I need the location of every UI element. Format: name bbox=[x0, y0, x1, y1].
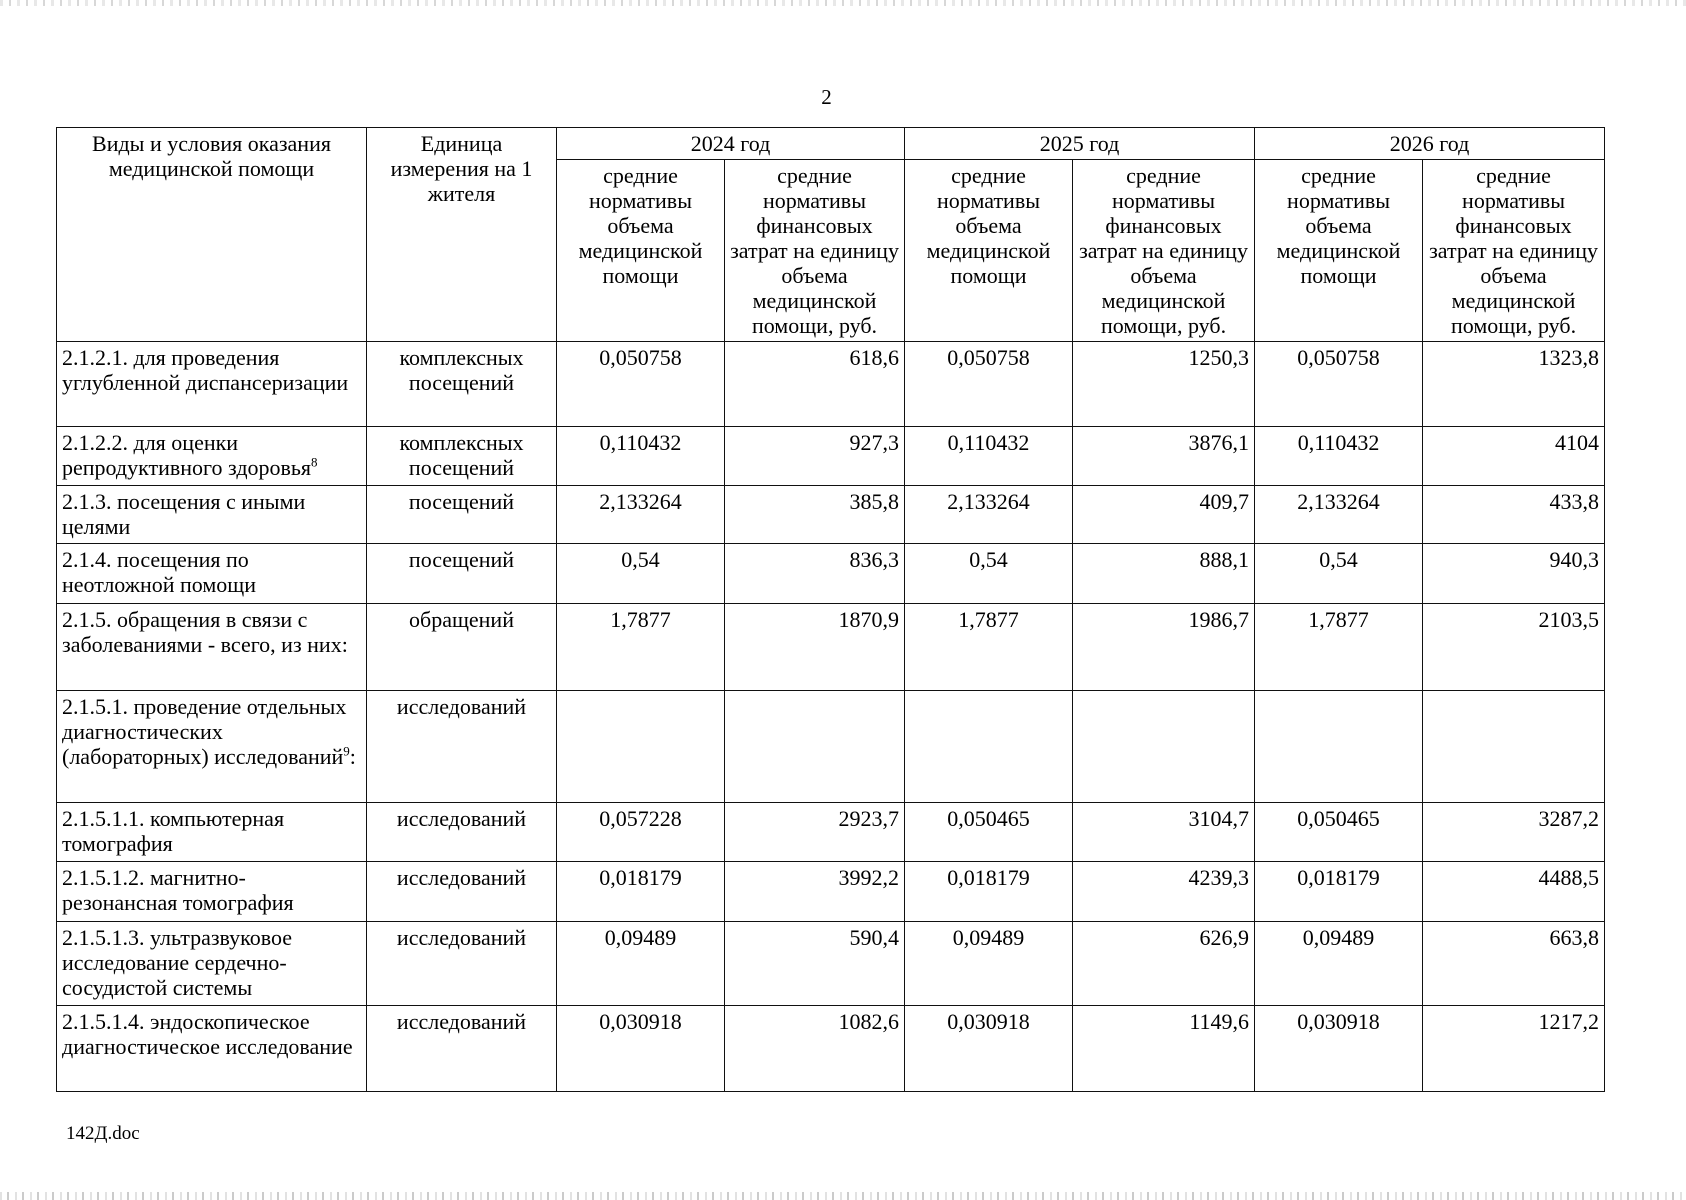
row-unit: исследований bbox=[367, 1006, 557, 1092]
cell-volume-2025: 1,7877 bbox=[905, 604, 1073, 691]
table-row bbox=[57, 486, 1605, 544]
row-name bbox=[57, 544, 367, 604]
cell-volume-2026 bbox=[1255, 691, 1423, 803]
row-name bbox=[57, 604, 367, 691]
cell-cost-2026: 940,3 bbox=[1423, 544, 1605, 604]
row-unit: посещений bbox=[367, 486, 557, 544]
cell-volume-2025: 0,050465 bbox=[905, 803, 1073, 862]
subheader-cost-2026: средние нормативы финансовых затрат на единицу объема медицинской помощи, руб. bbox=[1423, 160, 1605, 342]
table-row bbox=[57, 427, 1605, 486]
cell-volume-2026: 0,030918 bbox=[1255, 1006, 1423, 1092]
cell-cost-2024 bbox=[725, 691, 905, 803]
table-row bbox=[57, 544, 1605, 604]
row-name-text: 2.1.5.1.4. эндоскопическое диагностическое исследование bbox=[62, 1009, 353, 1059]
cell-volume-2026: 0,54 bbox=[1255, 544, 1423, 604]
cell-volume-2025: 0,09489 bbox=[905, 922, 1073, 1006]
page-number: 2 bbox=[821, 85, 832, 109]
row-name bbox=[57, 803, 367, 862]
row-name-text: 2.1.5.1.2. магнитно-резонансная томография bbox=[62, 865, 294, 915]
row-unit: исследований bbox=[367, 922, 557, 1006]
table-body bbox=[57, 342, 1605, 1092]
cell-cost-2025: 1986,7 bbox=[1073, 604, 1255, 691]
cell-volume-2024: 1,7877 bbox=[557, 604, 725, 691]
cell-cost-2024: 1870,9 bbox=[725, 604, 905, 691]
subheader-cost-2024: средние нормативы финансовых затрат на единицу объема медицинской помощи, руб. bbox=[725, 160, 905, 342]
cell-volume-2024: 0,54 bbox=[557, 544, 725, 604]
cell-cost-2025: 626,9 bbox=[1073, 922, 1255, 1006]
cell-volume-2025: 0,030918 bbox=[905, 1006, 1073, 1092]
cell-cost-2024: 836,3 bbox=[725, 544, 905, 604]
header-kind: Виды и условия оказания медицинской помощи bbox=[57, 128, 367, 342]
cell-cost-2024: 618,6 bbox=[725, 342, 905, 427]
table-row bbox=[57, 691, 1605, 803]
cell-cost-2025: 3876,1 bbox=[1073, 427, 1255, 486]
row-name bbox=[57, 427, 367, 486]
table-row bbox=[57, 922, 1605, 1006]
subheader-cost-2025: средние нормативы финансовых затрат на единицу объема медицинской помощи, руб. bbox=[1073, 160, 1255, 342]
cell-cost-2025: 409,7 bbox=[1073, 486, 1255, 544]
subheader-volume-2025: средние нормативы объема медицинской помощи bbox=[905, 160, 1073, 342]
scan-edge-bottom bbox=[0, 1192, 1686, 1200]
cell-cost-2026: 663,8 bbox=[1423, 922, 1605, 1006]
row-unit: посещений bbox=[367, 544, 557, 604]
norms-table bbox=[56, 127, 1605, 1092]
row-name bbox=[57, 922, 367, 1006]
header-year-2025: 2025 год bbox=[905, 128, 1255, 160]
row-name-text: 2.1.5.1.1. компьютерная томография bbox=[62, 806, 285, 856]
row-name bbox=[57, 691, 367, 803]
header-unit: Единица измерения на 1 жителя bbox=[367, 128, 557, 342]
row-name-text: 2.1.2.2. для оценки репродуктивного здоровья bbox=[62, 430, 312, 480]
cell-volume-2024: 0,030918 bbox=[557, 1006, 725, 1092]
cell-volume-2026: 0,050758 bbox=[1255, 342, 1423, 427]
row-name-text: 2.1.5.1. проведение отдельных диагностических (лабораторных) исследований bbox=[62, 694, 347, 769]
table-row bbox=[57, 604, 1605, 691]
row-unit: исследований bbox=[367, 803, 557, 862]
cell-cost-2024: 590,4 bbox=[725, 922, 905, 1006]
cell-volume-2025: 0,050758 bbox=[905, 342, 1073, 427]
cell-cost-2026: 2103,5 bbox=[1423, 604, 1605, 691]
row-name bbox=[57, 1006, 367, 1092]
cell-volume-2025 bbox=[905, 691, 1073, 803]
row-unit: обращений bbox=[367, 604, 557, 691]
scan-edge-top bbox=[0, 0, 1686, 6]
cell-volume-2025: 0,018179 bbox=[905, 862, 1073, 922]
document-filename: 142Д.doc bbox=[66, 1123, 140, 1144]
cell-volume-2026: 0,018179 bbox=[1255, 862, 1423, 922]
footnote-marker: 8 bbox=[311, 454, 318, 470]
cell-volume-2024: 0,018179 bbox=[557, 862, 725, 922]
cell-cost-2024: 385,8 bbox=[725, 486, 905, 544]
cell-cost-2024: 927,3 bbox=[725, 427, 905, 486]
row-name bbox=[57, 862, 367, 922]
cell-cost-2025: 1149,6 bbox=[1073, 1006, 1255, 1092]
header-year-2026: 2026 год bbox=[1255, 128, 1605, 160]
cell-cost-2026: 433,8 bbox=[1423, 486, 1605, 544]
cell-cost-2026: 4488,5 bbox=[1423, 862, 1605, 922]
cell-cost-2025: 888,1 bbox=[1073, 544, 1255, 604]
row-name-text: 2.1.2.1. для проведения углубленной диспансеризации bbox=[62, 345, 349, 395]
row-name-suffix: : bbox=[349, 744, 356, 769]
cell-cost-2024: 1082,6 bbox=[725, 1006, 905, 1092]
cell-volume-2026: 1,7877 bbox=[1255, 604, 1423, 691]
row-name-text: 2.1.4. посещения по неотложной помощи bbox=[62, 547, 256, 597]
row-name bbox=[57, 342, 367, 427]
cell-cost-2025: 4239,3 bbox=[1073, 862, 1255, 922]
cell-cost-2026: 1217,2 bbox=[1423, 1006, 1605, 1092]
cell-volume-2026: 0,110432 bbox=[1255, 427, 1423, 486]
cell-volume-2024: 0,09489 bbox=[557, 922, 725, 1006]
cell-volume-2025: 2,133264 bbox=[905, 486, 1073, 544]
cell-volume-2024: 2,133264 bbox=[557, 486, 725, 544]
header-year-2024: 2024 год bbox=[557, 128, 905, 160]
row-unit: комплексных посещений bbox=[367, 342, 557, 427]
cell-cost-2026: 1323,8 bbox=[1423, 342, 1605, 427]
cell-cost-2026: 4104 bbox=[1423, 427, 1605, 486]
table-row bbox=[57, 342, 1605, 427]
cell-volume-2026: 0,050465 bbox=[1255, 803, 1423, 862]
row-name-text: 2.1.5. обращения в связи с заболеваниями - всего, из них: bbox=[62, 607, 348, 657]
cell-volume-2025: 0,110432 bbox=[905, 427, 1073, 486]
cell-cost-2025: 1250,3 bbox=[1073, 342, 1255, 427]
cell-cost-2024: 2923,7 bbox=[725, 803, 905, 862]
cell-volume-2026: 2,133264 bbox=[1255, 486, 1423, 544]
cell-cost-2025 bbox=[1073, 691, 1255, 803]
subheader-volume-2024: средние нормативы объема медицинской помощи bbox=[557, 160, 725, 342]
table-row bbox=[57, 1006, 1605, 1092]
footnote-marker: 9 bbox=[343, 743, 350, 759]
cell-cost-2025: 3104,7 bbox=[1073, 803, 1255, 862]
row-unit: комплексных посещений bbox=[367, 427, 557, 486]
table-row bbox=[57, 862, 1605, 922]
row-name bbox=[57, 486, 367, 544]
cell-cost-2026: 3287,2 bbox=[1423, 803, 1605, 862]
cell-volume-2025: 0,54 bbox=[905, 544, 1073, 604]
cell-volume-2024: 0,050758 bbox=[557, 342, 725, 427]
subheader-volume-2026: средние нормативы объема медицинской помощи bbox=[1255, 160, 1423, 342]
cell-cost-2024: 3992,2 bbox=[725, 862, 905, 922]
table-row bbox=[57, 803, 1605, 862]
row-unit: исследований bbox=[367, 862, 557, 922]
cell-volume-2024: 0,057228 bbox=[557, 803, 725, 862]
cell-cost-2026 bbox=[1423, 691, 1605, 803]
cell-volume-2024 bbox=[557, 691, 725, 803]
row-name-text: 2.1.5.1.3. ультразвуковое исследование сердечно-сосудистой системы bbox=[62, 925, 293, 1000]
cell-volume-2026: 0,09489 bbox=[1255, 922, 1423, 1006]
cell-volume-2024: 0,110432 bbox=[557, 427, 725, 486]
row-unit: исследований bbox=[367, 691, 557, 803]
row-name-text: 2.1.3. посещения с иными целями bbox=[62, 489, 306, 539]
